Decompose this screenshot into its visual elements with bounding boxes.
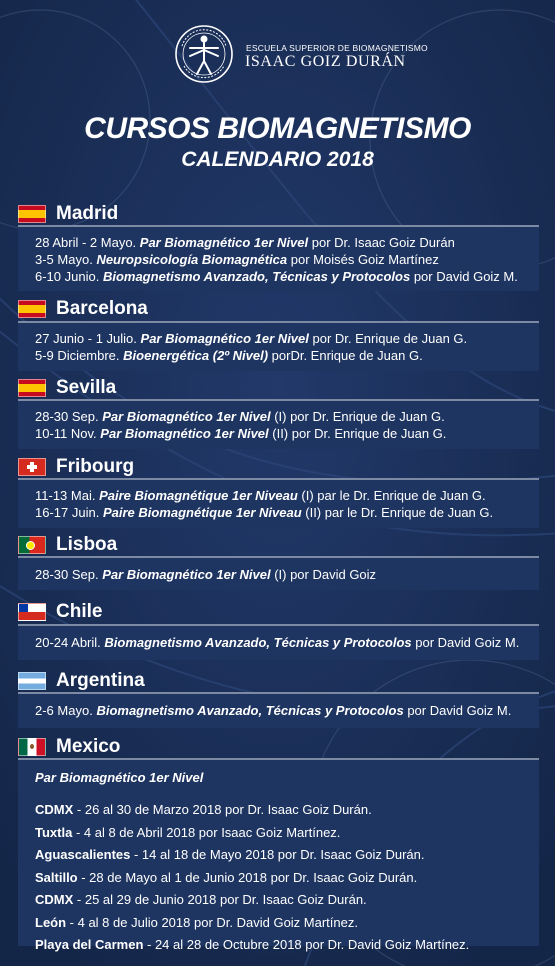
list-item: CDMX - 26 al 30 de Marzo 2018 por Dr. Isaac Goiz Durán.: [35, 802, 372, 817]
course-line: 6-10 Junio. Biomagnetismo Avanzado, Técnicas y Protocolos por David Goiz M.: [35, 269, 518, 284]
mexico-session-list: [35, 799, 469, 957]
course-line: 16-17 Juin. Paire Biomagnétique 1er Niveau (II) par le Dr. Enrique de Juan G.: [35, 505, 494, 520]
city-heading-lisboa: [18, 533, 117, 557]
page-title: CURSOS BIOMAGNETISMO: [84, 112, 471, 145]
list-item: Tuxtla - 4 al 8 de Abril 2018 por Isaac Goiz Martínez.: [35, 824, 341, 840]
chile-flag-icon: [18, 603, 46, 621]
list-item: CDMX - 25 al 29 de Junio 2018 por Dr. Isaac Goiz Durán.: [35, 892, 367, 907]
fribourg-course-list: [35, 487, 493, 521]
course-line: 28-30 Sep. Par Biomagnético 1er Nivel (I) por Dr. Enrique de Juan G.: [35, 409, 445, 424]
portugal-flag-icon: [18, 536, 46, 554]
mexico-course-title: Par Biomagnético 1er Nivel: [35, 770, 204, 785]
city-name: Mexico: [56, 736, 121, 757]
school-seal-logo: [174, 24, 234, 84]
city-heading-sevilla: [18, 376, 116, 400]
school-tagline: ESCUELA SUPERIOR DE BIOMAGNETISMO: [246, 43, 428, 53]
city-heading-barcelona: [18, 297, 148, 321]
page-subtitle: CALENDARIO 2018: [181, 148, 374, 171]
switzerland-flag-icon: [18, 458, 46, 476]
city-name: Argentina: [56, 670, 145, 691]
course-line: 28 Abril - 2 Mayo. Par Biomagnético 1er Nivel por Dr. Isaac Goiz Durán: [35, 235, 455, 250]
lisboa-course-list: [35, 566, 376, 583]
list-item: Playa del Carmen - 24 al 28 de Octubre 2018 por Dr. David Goiz Martínez.: [35, 937, 470, 952]
course-line: 11-13 Mai. Paire Biomagnétique 1er Niveau (I) par le Dr. Enrique de Juan G.: [35, 488, 486, 503]
spain-flag-icon: [18, 379, 46, 397]
course-line: 27 Junio - 1 Julio. Par Biomagnético 1er Nivel por Dr. Enrique de Juan G.: [35, 331, 468, 346]
city-name: Barcelona: [56, 298, 148, 319]
city-heading-madrid: [18, 202, 118, 226]
mexico-flag-icon: [18, 738, 46, 756]
argentina-flag-icon: [18, 672, 46, 690]
city-heading-mexico: [18, 735, 120, 759]
course-line: 3-5 Mayo. Neuropsicología Biomagnética por Moisés Goiz Martínez: [35, 252, 439, 267]
course-line: 28-30 Sep. Par Biomagnético 1er Nivel (I) por David Goiz: [35, 567, 377, 582]
chile-course-list: [35, 634, 519, 651]
course-line: 2-6 Mayo. Biomagnetismo Avanzado, Técnicas y Protocolos por David Goiz M.: [35, 703, 512, 718]
city-heading-chile: [18, 600, 102, 624]
city-name: Fribourg: [56, 456, 135, 477]
course-line: 10-11 Nov. Par Biomagnético 1er Nivel (II) por Dr. Enrique de Juan G.: [35, 426, 447, 441]
city-heading-fribourg: [18, 455, 134, 479]
course-line: 20-24 Abril. Biomagnetismo Avanzado, Técnicas y Protocolos por David Goiz M.: [35, 635, 520, 650]
course-line: 5-9 Diciembre. Bioenergética (2º Nivel) porDr. Enrique de Juan G.: [35, 348, 423, 363]
list-item: Aguascalientes - 14 al 18 de Mayo 2018 por Dr. Isaac Goiz Durán.: [35, 847, 425, 862]
city-heading-argentina: [18, 669, 145, 693]
argentina-course-list: [35, 702, 511, 719]
list-item: León - 4 al 8 de Julio 2018 por Dr. David Goiz Martínez.: [35, 914, 358, 930]
barcelona-course-list: [35, 330, 467, 364]
sevilla-course-list: [35, 408, 446, 442]
spain-flag-icon: [18, 300, 46, 318]
city-name: Sevilla: [56, 377, 117, 398]
city-name: Lisboa: [56, 534, 118, 555]
city-name: Chile: [56, 601, 103, 622]
madrid-course-list: [35, 234, 518, 285]
spain-flag-icon: [18, 205, 46, 223]
city-name: Madrid: [56, 203, 119, 224]
school-name: ISAAC GOIZ DURÁN: [245, 53, 406, 70]
list-item: Saltillo - 28 de Mayo al 1 de Junio 2018 por Dr. Isaac Goiz Durán.: [35, 869, 418, 885]
